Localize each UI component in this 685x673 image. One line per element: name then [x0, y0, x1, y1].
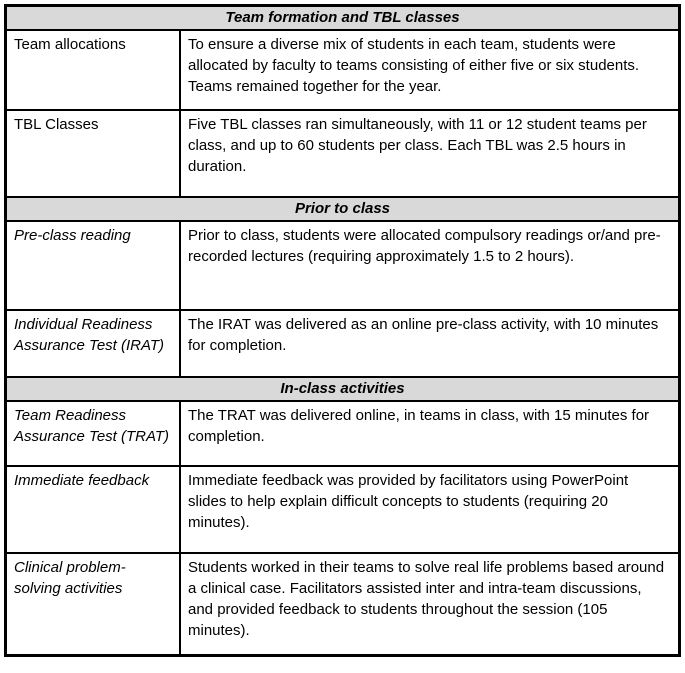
- row-label: Pre-class reading: [7, 222, 181, 309]
- table-row: [7, 29, 678, 109]
- table-row: [7, 220, 678, 309]
- row-description: The IRAT was delivered as an online pre-class activity, with 10 minutes for completion.: [188, 316, 659, 354]
- row-description: The TRAT was delivered online, in teams in class, with 15 minutes for completion.: [188, 407, 650, 445]
- table-row: [7, 400, 678, 465]
- row-description: Immediate feedback was provided by facilitators using PowerPoint slides to help explain difficult concepts to students (requiring 20 minutes).: [188, 472, 629, 531]
- row-label: Immediate feedback: [7, 467, 181, 552]
- row-description: Five TBL classes ran simultaneously, with 11 or 12 student teams per class, and up to 60 students per class. Each TBL was 2.5 hours in duration.: [188, 116, 647, 175]
- row-description: Students worked in their teams to solve real life problems based around a clinical case. Facilitators assisted inter and intra-team discussions, and provided feedback to students throughout the session (105 minutes).: [188, 559, 665, 639]
- row-description: To ensure a diverse mix of students in each team, students were allocated by faculty to teams consisting of either five or six students. Teams remained together for the year.: [188, 36, 640, 95]
- section-header-team-formation: Team formation and TBL classes: [7, 7, 678, 29]
- section-header-prior-to-class: Prior to class: [7, 196, 678, 220]
- table-row: [7, 465, 678, 552]
- table-row: [7, 109, 678, 196]
- row-label: TBL Classes: [7, 111, 181, 196]
- tbl-overview-table: [4, 4, 681, 657]
- row-label: Individual Readiness Assurance Test (IRAT): [7, 311, 181, 376]
- section-header-in-class-activities: In-class activities: [7, 376, 678, 400]
- table-row: [7, 309, 678, 376]
- row-label: Team Readiness Assurance Test (TRAT): [7, 402, 181, 465]
- row-label: Clinical problem-solving activities: [7, 554, 181, 654]
- row-description: Prior to class, students were allocated compulsory readings or/and pre-recorded lectures (requiring approximately 1.5 to 2 hours).: [188, 227, 661, 265]
- row-label: Team allocations: [7, 31, 181, 109]
- table-row: [7, 552, 678, 654]
